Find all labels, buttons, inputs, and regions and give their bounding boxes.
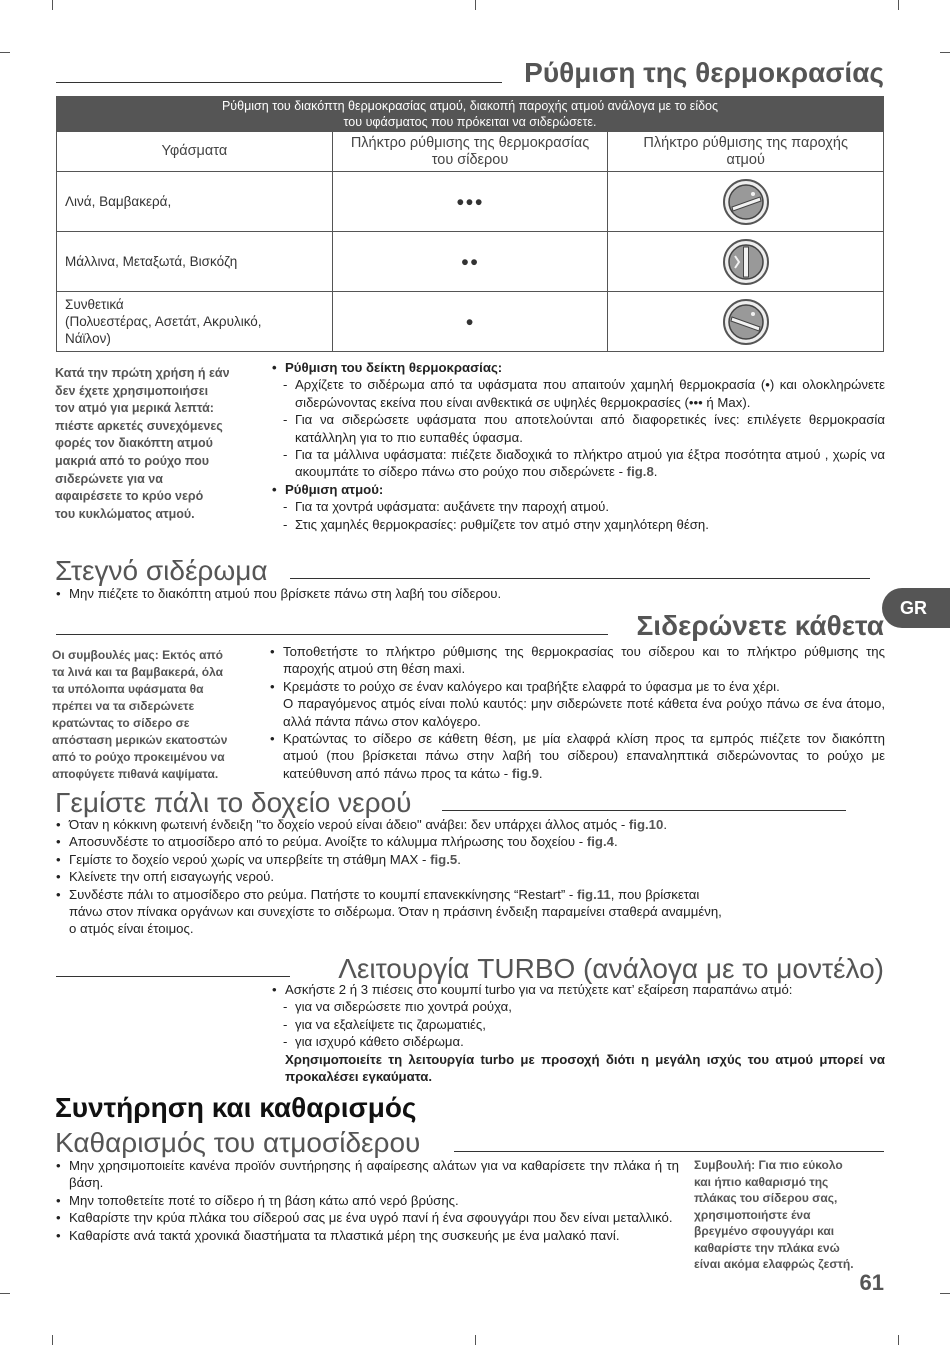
steam-dial-mid-icon xyxy=(722,238,770,286)
steam-dial-min-icon xyxy=(722,298,770,346)
header-label: Υφάσματα xyxy=(161,143,228,159)
fabric-label: Λινά, Βαμβακερά, xyxy=(65,194,172,209)
heading-rule xyxy=(56,976,290,977)
cleaning-instructions xyxy=(55,1157,679,1244)
list-item xyxy=(55,585,875,602)
item-text: Ασκήστε 2 ή 3 πιέσεις στο κουμπί turbo για να πετύχετε κατ’ εξαίρεση παραπάνω ατμό: xyxy=(285,982,793,997)
tip-line: δεν έχετε χρησιμοποιήσει xyxy=(55,383,209,398)
language-tab xyxy=(882,588,950,628)
fabric-cell xyxy=(57,292,333,352)
vertical-tip xyxy=(52,647,262,783)
item-text: Όταν η κόκκινη φωτεινή ένδειξη "το δοχείο νερού είναι άδειο" ανάβει: δεν υπάρχει άλλος ατμός - xyxy=(69,817,626,832)
list-item xyxy=(55,1227,679,1244)
list-item: - για να σιδερώσετε πιο χοντρά ρούχα, xyxy=(283,999,512,1015)
steam-heading: • Ρύθμιση ατμού: xyxy=(271,481,885,498)
item-text: Αρχίζετε το σιδέρωμα από τα υφάσματα που απαιτούν χαμηλή θερμοκρασία (•) και ολοκληρώνετε σιδερώνοντας εκείνα που είναι ανθεκτικά σε υψηλές θερμοκρασίες (••• ή Max). xyxy=(295,377,885,410)
item-text: Συνδέστε πάλι το ατμοσίδερο στο ρεύμα. Πατήστε το κουμπί επανεκκίνησης “Restart” - xyxy=(69,886,574,902)
item-text: . xyxy=(653,464,658,480)
list-item: - Για τα χοντρά υφάσματα: αυξάνετε την παροχή ατμού. xyxy=(283,499,610,515)
temperature-dots xyxy=(332,172,608,232)
list-item: - Για τα μάλλινα υφάσματα: πιέζετε διαδοχικά το πλήκτρο ατμού για έξτρα ποσότητα ατμού , χωρίς να ακουμπάτε το σίδερο πάνω στο ρούχο που σιδερώνετε - fig.8. xyxy=(283,447,885,480)
fabric-label: Μάλλινα, Μεταξωτά, Βισκόζη xyxy=(65,254,238,269)
temperature-table xyxy=(56,131,884,352)
header-fabrics xyxy=(57,132,333,172)
item-text: Τοποθετήστε το πλήκτρο ρύθμισης της θερμοκρασίας του σίδερου και το πλήκτρο ρύθμισης της παροχής ατμού στη θέση maxi. xyxy=(283,644,885,677)
table-banner-line: του υφάσματος που πρόκειται να σιδερώσετε. xyxy=(343,115,597,129)
item-text: Κρεμάστε το ρούχο σε έναν καλόγερο και τραβήξτε ελαφρά το ύφασμα με το ένα χέρι. xyxy=(283,678,780,694)
dots-label: ●● xyxy=(460,254,480,269)
first-use-tip xyxy=(55,365,265,523)
tip-line: πλάκας του σίδερου σας, xyxy=(694,1191,838,1205)
crop-mark xyxy=(0,52,10,53)
item-text: Καθαρίστε ανά τακτά χρονικά διαστήματα τα πλαστικά μέρη της συσκευής με ένα μαλακό πανί. xyxy=(69,1227,620,1243)
section-title-turbo: Λειτουργία TURBO (ανάλογα με το μοντέλο) xyxy=(338,953,884,984)
tip-line: απόσταση μερικών εκατοστών xyxy=(52,733,228,747)
tip-line: χρησιμοποιήστε ένα xyxy=(694,1207,811,1222)
steam-dial-cell xyxy=(608,232,884,292)
item-text: Για τα μάλλινα υφάσματα: πιέζετε διαδοχικά το πλήκτρο ατμού για έξτρα ποσότητα ατμού , χωρίς να ακουμπάτε το σίδερο πάνω στο ρούχο που σιδερώνετε - xyxy=(295,447,885,480)
dry-ironing-text xyxy=(55,585,875,602)
heading-rule xyxy=(56,634,608,635)
list-item xyxy=(271,981,885,998)
header-steam-key xyxy=(608,132,884,172)
tip-line: Οι συμβουλές μας: Εκτός από xyxy=(52,648,223,662)
figure-reference: fig.11 xyxy=(576,886,611,902)
item-text: Κλείνετε την οπή εισαγωγής νερού. xyxy=(69,869,275,885)
table-row xyxy=(57,292,884,352)
figure-reference: fig.10 xyxy=(628,817,664,832)
temperature-instructions xyxy=(271,359,885,533)
list-item xyxy=(55,851,727,868)
list-item xyxy=(269,730,885,782)
dots-label: ● xyxy=(465,314,475,329)
table-banner-line: Ρύθμιση του διακόπτη θερμοκρασίας ατμού, διακοπή παροχής ατμού ανάλογα με το είδος xyxy=(221,99,719,113)
item-text: Μην τοποθετείτε ποτέ το σίδερο ή τη βάση κάτω από νερό βρύσης. xyxy=(69,1192,459,1208)
list-item: - για να εξαλείψετε τις ζαρωματιές, xyxy=(283,1016,486,1032)
item-text: Μην χρησιμοποιείτε κανένα προϊόν συντήρησης ή αφαίρεσης αλάτων για να καθαρίσετε την πλάκα ή τη βάση. xyxy=(69,1158,679,1191)
item-text: Γεμίστε το δοχείο νερού χωρίς να υπερβείτε τη στάθμη MAX - xyxy=(69,851,427,867)
section-title-maintenance: Συντήρηση και καθαρισμός xyxy=(55,1092,417,1123)
table-row xyxy=(57,232,884,292)
tip-line: τα λινά και τα βαμβακερά, όλα xyxy=(52,665,224,679)
crop-mark xyxy=(898,0,899,10)
table-banner xyxy=(56,96,884,132)
item-text: Για τα χοντρά υφάσματα: αυξάνετε την παροχή ατμού. xyxy=(295,499,610,515)
header-temp-key xyxy=(332,132,608,172)
tip-line: είναι ακόμα ελαφρώς ζεστή. xyxy=(694,1257,854,1271)
table-row xyxy=(57,172,884,232)
item-text: Για να σιδερώσετε υφάσματα που αποτελούνται από διαφορετικές ίνες: επιλέγετε θερμοκρασία κατάλληλη για το πιο ευπαθές ύφασμα. xyxy=(295,412,885,445)
heading-rule xyxy=(454,1151,884,1152)
crop-mark xyxy=(940,52,950,53)
fabric-label: (Πολυεστέρας, Ασετάτ, Ακρυλικό, xyxy=(65,314,262,329)
item-text: Καθαρίστε την κρύα πλάκα του σίδερού σας με ένα υγρό πανί ή ένα σφουγγάρι που δεν είναι μεταλλικό. xyxy=(69,1210,673,1226)
section-title-vertical-ironing: Σιδερώνετε κάθετα xyxy=(636,610,884,641)
crop-mark xyxy=(940,1293,950,1294)
item-text: για να εξαλείψετε τις ζαρωματιές, xyxy=(295,1016,486,1032)
tip-line: τον ατμό για μερικά λεπτά: xyxy=(55,401,214,416)
fabric-label: Συνθετικά xyxy=(65,297,124,312)
item-text: Ο παραγόμενος ατμός είναι πολύ καυτός: μην σιδερώνετε ποτέ κάθετα ένα ρούχο πάνω σε ένα άτομο, αλλά πάντα πάνω στον καλόγερο. xyxy=(283,696,885,729)
item-text: Αποσυνδέστε το ατμοσίδερο από το ρεύμα. Ανοίξτε το κάλυμμα πλήρωσης του δοχείου - xyxy=(69,834,584,850)
item-text: . xyxy=(457,851,461,867)
item-text: για ισχυρό κάθετο σιδέρωμα. xyxy=(295,1034,464,1050)
language-label: GR xyxy=(900,598,927,618)
crop-mark xyxy=(475,0,476,10)
tip-line: τα υπόλοιπα υφάσματα θα xyxy=(52,682,204,696)
tip-line: βρεγμένο σφουγγάρι και xyxy=(694,1224,835,1238)
header-label: του σίδερου xyxy=(431,151,509,168)
section-subtitle-cleaning: Καθαρισμός του ατμοσίδερου xyxy=(55,1127,421,1158)
item-text: . xyxy=(663,817,668,832)
fabric-cell xyxy=(57,172,333,232)
figure-reference: fig.8 xyxy=(626,464,654,480)
crop-mark xyxy=(0,1293,10,1294)
fabric-cell xyxy=(57,232,333,292)
list-item: - Για να σιδερώσετε υφάσματα που αποτελούνται από διαφορετικές ίνες: επιλέγετε θερμοκρασία κατάλληλη για το πιο ευπαθές ύφασμα. xyxy=(283,412,885,445)
list-item-continuation xyxy=(269,695,885,730)
crop-mark xyxy=(52,1335,53,1345)
tip-line: αφαιρέσετε το κρύο νερό xyxy=(55,489,204,504)
figure-reference: fig.5 xyxy=(430,851,458,867)
list-item xyxy=(55,1192,679,1209)
list-item xyxy=(55,868,727,885)
table-header-row xyxy=(57,132,884,172)
section-title-temperature: Ρύθμιση της θερμοκρασίας xyxy=(524,57,884,88)
crop-mark xyxy=(475,1335,476,1345)
section-title-refill: Γεμίστε πάλι το δοχείο νερού xyxy=(55,787,412,818)
figure-reference: fig.4 xyxy=(586,834,614,850)
heading-rule xyxy=(56,82,502,83)
dots-label: ●●● xyxy=(456,194,484,209)
indicator-heading: • Ρύθμιση του δείκτη θερμοκρασίας: xyxy=(271,359,885,376)
tip-line: σιδερώνετε για να xyxy=(55,471,163,486)
tip-line: πιέστε αρκετές συνεχόμενες xyxy=(55,418,223,433)
section-title-dry-ironing: Στεγνό σιδέρωμα xyxy=(55,555,268,586)
item-text: Μην πιέζετε το διακόπτη ατμού που βρίσκετε πάνω στη λαβή του σίδερου. xyxy=(69,586,502,601)
tip-line: πρέπει να τα σιδερώνετε xyxy=(52,699,195,713)
temperature-dots xyxy=(332,292,608,352)
tip-line: από το ρούχο προκειμένου να xyxy=(52,750,225,764)
figure-reference: fig.9 xyxy=(511,765,539,781)
temperature-dots xyxy=(332,232,608,292)
header-label: ατμού xyxy=(726,151,765,168)
fabric-label: Νάϊλον) xyxy=(65,331,111,346)
list-item xyxy=(55,833,727,850)
steam-dial-cell xyxy=(608,292,884,352)
tip-line: του κυκλώματος ατμού. xyxy=(55,506,195,521)
crop-mark xyxy=(898,1335,899,1345)
list-item: - Αρχίζετε το σιδέρωμα από τα υφάσματα που απαιτούν χαμηλή θερμοκρασία (•) και ολοκληρώνετε σιδερώνοντας εκείνα που είναι ανθεκτικά σε υψηλές θερμοκρασίες (••• ή Max). xyxy=(283,377,885,410)
tip-line: και ήπιο καθαρισμό της xyxy=(694,1174,829,1189)
tip-line: φορές τον διακόπτη ατμού xyxy=(55,436,213,451)
list-item xyxy=(269,678,885,695)
tip-line: Συμβουλή: Για πιο εύκολο xyxy=(694,1158,843,1172)
steam-dial-max-icon xyxy=(722,178,770,226)
turbo-instructions xyxy=(271,981,885,1085)
list-item xyxy=(55,816,727,833)
vertical-instructions xyxy=(269,643,885,782)
turbo-warning xyxy=(271,1051,885,1086)
tip-line: Κατά την πρώτη χρήση ή εάν xyxy=(55,366,230,380)
item-text: . xyxy=(538,765,543,781)
item-text: , που βρίσκεται πάνω στον πίνακα οργάνων και συνεχίστε το σιδέρωμα. Όταν η πράσινη ένδειξη παραμείνει σταθερά αναμμένη, ο ατμός είναι έτοιμος. xyxy=(69,886,722,937)
warning-text: Χρησιμοποιείτε τη λειτουργία turbo με προσοχή διότι η μεγάλη ισχύς του ατμού μπορεί να προκαλέσει εγκαύματα. xyxy=(285,1051,885,1085)
item-text: για να σιδερώσετε πιο χοντρά ρούχα, xyxy=(295,999,512,1015)
refill-instructions xyxy=(55,816,727,938)
cleaning-tip xyxy=(694,1157,889,1273)
crop-mark xyxy=(52,0,53,10)
list-item xyxy=(55,886,727,938)
list-item: - για ισχυρό κάθετο σιδέρωμα. xyxy=(283,1034,464,1050)
page-number: 61 xyxy=(859,1270,884,1295)
tip-line: μακριά από το ρούχο που xyxy=(55,453,209,468)
tip-line: αποφύγετε πιθανά καψίματα. xyxy=(52,767,219,781)
header-label: Πλήκτρο ρύθμισης της παροχής xyxy=(643,134,848,151)
list-item xyxy=(269,643,885,678)
item-text: Στις χαμηλές θερμοκρασίες: ρυθμίζετε τον ατμό στην χαμηλότερη θέση. xyxy=(295,516,709,532)
list-item: - Στις χαμηλές θερμοκρασίες: ρυθμίζετε τον ατμό στην χαμηλότερη θέση. xyxy=(283,516,709,532)
heading-rule xyxy=(442,810,846,811)
header-label: Πλήκτρο ρύθμισης της θερμοκρασίας xyxy=(350,134,590,151)
item-text: Κρατώντας το σίδερο σε κάθετη θέση, με μία ελαφρά κλίση προς τα εμπρός πιέζετε τον διακόπτη ατμού (που βρίσκεται πάνω στην λαβή του σίδερου) επαναληπτικά σιδερώνοντας το ρούχο με κατεύθυνση από πάνω προς τα κάτω - xyxy=(283,731,885,781)
heading-rule xyxy=(290,578,870,579)
tip-line: καθαρίστε την πλάκα ενώ xyxy=(694,1240,840,1255)
list-item xyxy=(55,1209,679,1226)
item-text: . xyxy=(613,834,618,850)
steam-dial-cell xyxy=(608,172,884,232)
tip-line: κρατώντας το σίδερο σε xyxy=(52,716,190,730)
list-item xyxy=(55,1157,679,1192)
